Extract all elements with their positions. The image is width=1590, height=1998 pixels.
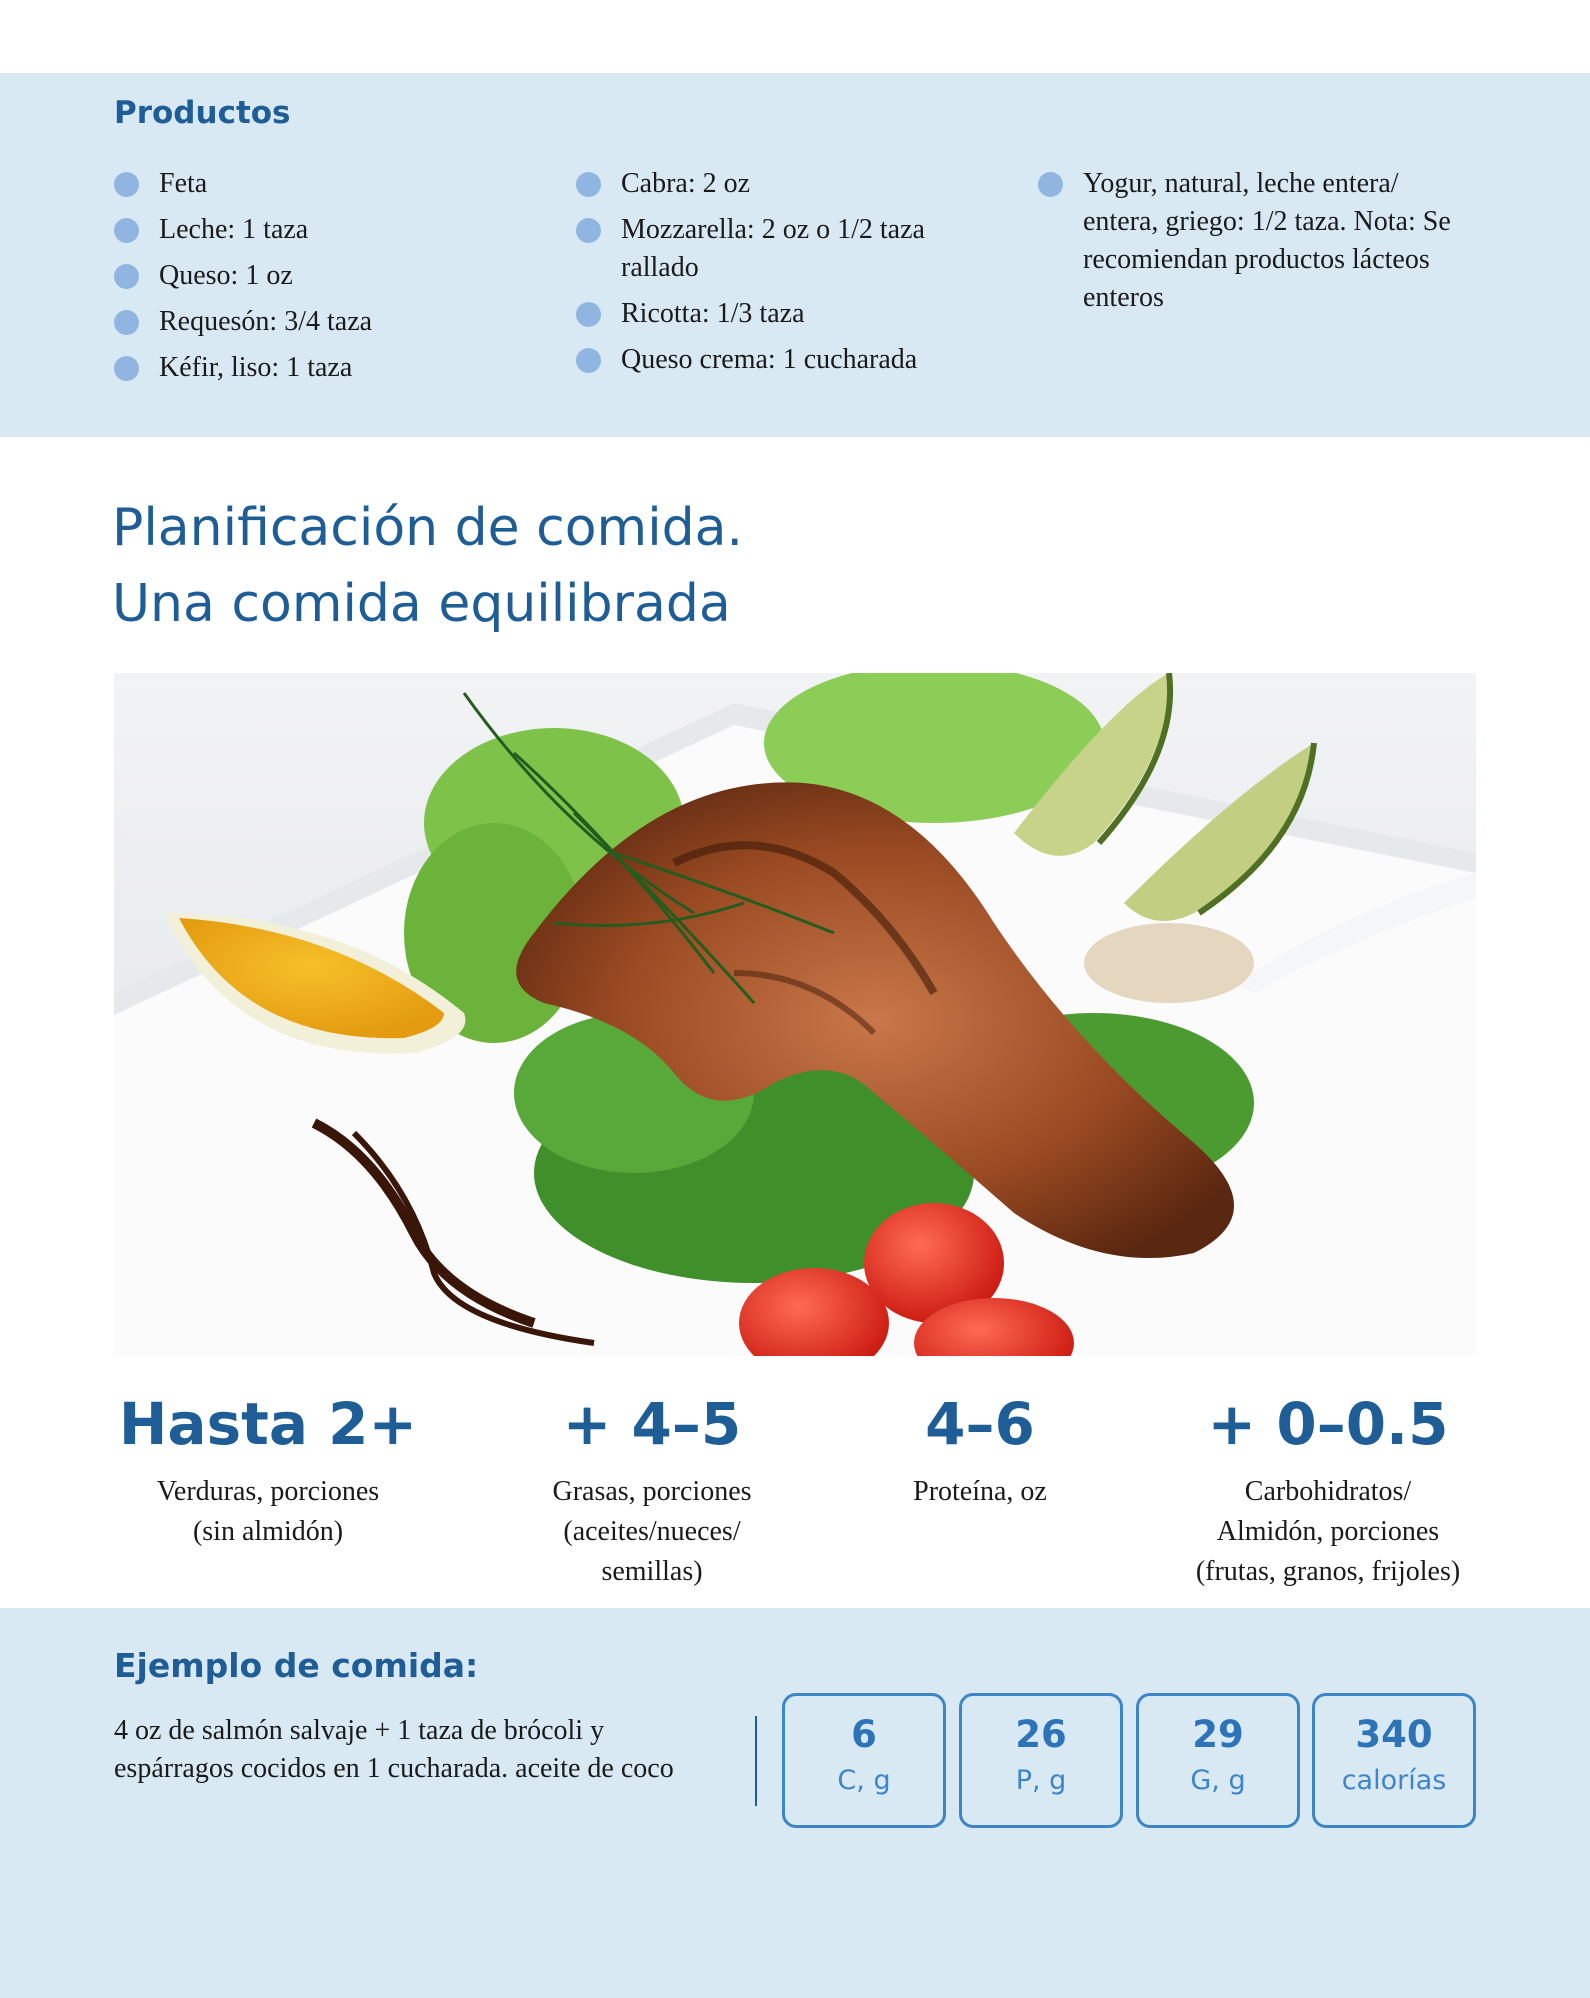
macro-value: 340 xyxy=(1355,1713,1433,1756)
stat-label: Proteína, oz xyxy=(913,1476,1047,1507)
list-item xyxy=(114,165,514,203)
bullet-icon xyxy=(114,356,139,381)
list-item xyxy=(114,211,514,249)
example-meal-panel xyxy=(0,1608,1590,1998)
stat-value: + 0–0.5 xyxy=(1207,1390,1449,1458)
bullet-icon xyxy=(114,264,139,289)
bullet-icon xyxy=(576,348,601,373)
macro-box-carbs xyxy=(782,1693,946,1828)
macro-label: G, g xyxy=(1190,1765,1246,1796)
list-item-text: Ricotta: 1/3 taza xyxy=(621,298,805,329)
bullet-icon xyxy=(576,218,601,243)
stat-value: Hasta 2+ xyxy=(118,1390,418,1458)
products-list-col2 xyxy=(576,165,976,387)
bullet-icon xyxy=(576,172,601,197)
example-title: Ejemplo de comida: xyxy=(114,1646,479,1685)
macro-value: 26 xyxy=(1015,1713,1067,1756)
list-item-text: Leche: 1 taza xyxy=(159,214,309,245)
list-item-text: Queso crema: 1 cucharada xyxy=(621,344,918,375)
list-item-text: Kéfir, liso: 1 taza xyxy=(159,352,353,383)
macro-label: calorías xyxy=(1341,1765,1447,1796)
macro-box-protein xyxy=(959,1693,1123,1828)
macro-value: 6 xyxy=(851,1713,877,1756)
stat-label: Carbohidratos/ Almidón, porciones (frutas, granos, frijoles) xyxy=(1195,1476,1461,1587)
list-item xyxy=(576,211,976,287)
products-panel xyxy=(0,73,1590,437)
stat-label: Grasas, porciones (aceites/nueces/ semillas) xyxy=(552,1476,752,1587)
macro-value: 29 xyxy=(1192,1713,1244,1756)
macro-box-fat xyxy=(1136,1693,1300,1828)
list-item xyxy=(114,303,514,341)
meal-portions xyxy=(0,1388,1590,1608)
example-description: 4 oz de salmón salvaje + 1 taza de brócoli y espárragos cocidos en 1 cucharada. aceite de coco xyxy=(114,1715,674,1784)
stat-carbs xyxy=(1178,1388,1478,1592)
macro-label: C, g xyxy=(837,1765,891,1796)
stat-label: Verduras, porciones (sin almidón) xyxy=(156,1476,380,1547)
stat-fats xyxy=(502,1388,802,1592)
stat-vegetables xyxy=(118,1388,418,1552)
page-title-line2: Una comida equilibrada xyxy=(112,574,731,634)
list-item xyxy=(576,295,976,333)
list-item-text: Requesón: 3/4 taza xyxy=(159,306,373,337)
list-item xyxy=(576,341,976,379)
list-item-text: Queso: 1 oz xyxy=(159,260,293,291)
list-item xyxy=(114,349,514,387)
bullet-icon xyxy=(114,218,139,243)
bullet-icon xyxy=(576,302,601,327)
list-item xyxy=(114,257,514,295)
stat-protein xyxy=(830,1388,1130,1512)
products-title: Productos xyxy=(114,95,291,131)
products-list-col3 xyxy=(1038,165,1458,325)
bullet-icon xyxy=(114,310,139,335)
list-item-text: Mozzarella: 2 oz o 1/2 taza rallado xyxy=(621,214,925,283)
bullet-icon xyxy=(1038,172,1063,197)
list-item-text: Yogur, natural, leche entera/ entera, griego: 1/2 taza. Nota: Se recomiendan productos lácteos enteros xyxy=(1083,168,1451,313)
list-item xyxy=(576,165,976,203)
divider xyxy=(755,1716,757,1806)
macro-box-calories xyxy=(1312,1693,1476,1828)
page-title xyxy=(112,490,743,642)
bullet-icon xyxy=(114,172,139,197)
products-list-col1 xyxy=(114,165,514,395)
list-item-text: Cabra: 2 oz xyxy=(621,168,751,199)
list-item xyxy=(1038,165,1458,317)
stat-value: 4–6 xyxy=(925,1390,1035,1458)
salmon-meal-photo xyxy=(114,673,1476,1356)
macro-label: P, g xyxy=(1015,1765,1067,1796)
list-item-text: Feta xyxy=(159,168,208,199)
stat-value: + 4–5 xyxy=(562,1390,742,1458)
page-title-line1: Planificación de comida. xyxy=(112,498,744,558)
